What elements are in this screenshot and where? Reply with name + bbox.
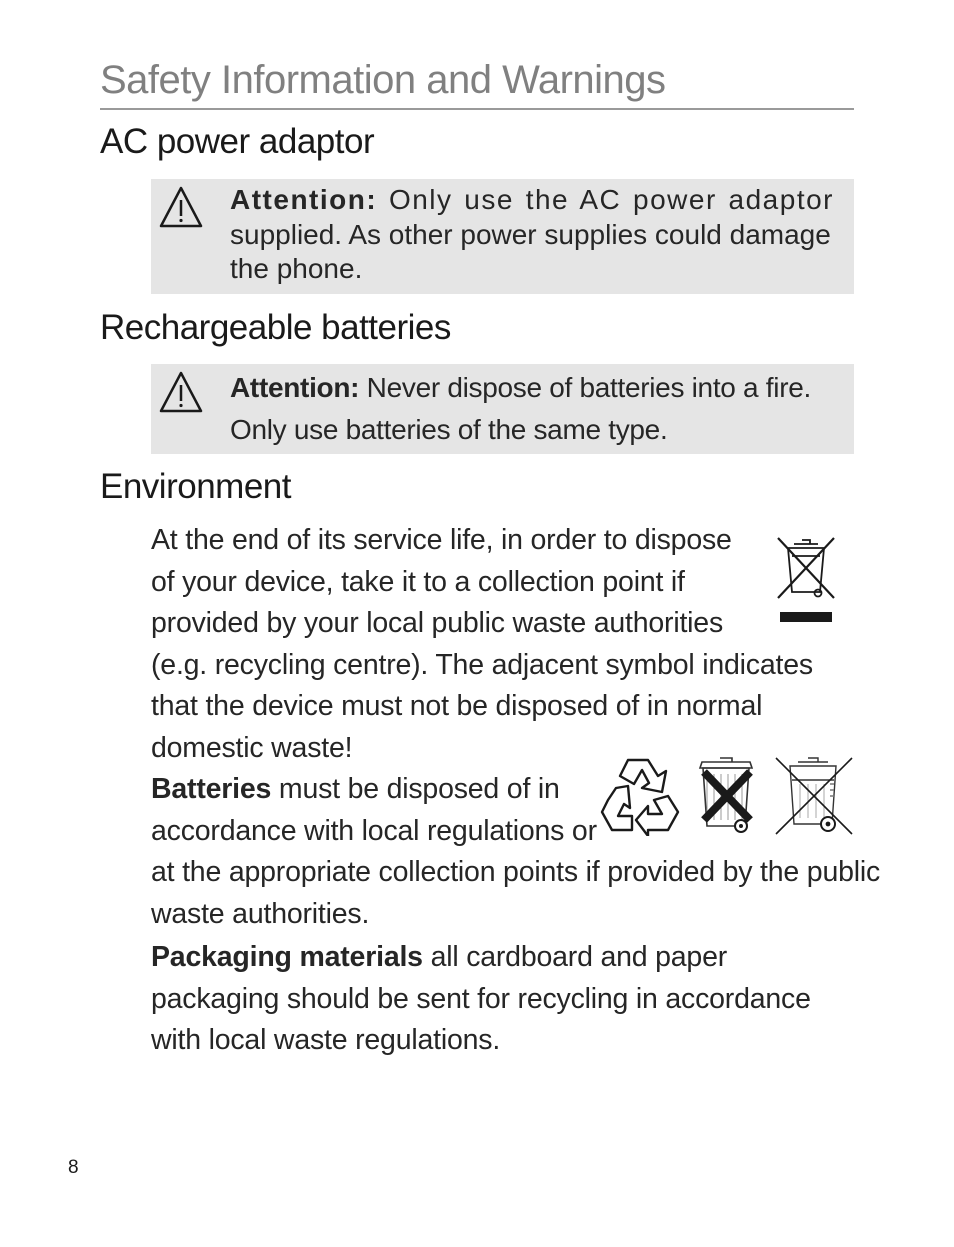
- ac-adaptor-line-1: [230, 182, 834, 218]
- attention-label: Attention:: [230, 372, 360, 403]
- packaging-line-1: [151, 937, 880, 979]
- environment-line: of your device, take it to a collection point if: [151, 565, 685, 598]
- environment-line: provided by your local public waste authorities: [151, 607, 723, 639]
- batteries-heading: Rechargeable batteries: [100, 308, 451, 347]
- warning-triangle-icon: [158, 370, 204, 414]
- warning-triangle-icon: [158, 185, 204, 229]
- page-title: Safety Information and Warnings: [100, 58, 666, 102]
- packaging-text: all cardboard and paper: [430, 941, 728, 973]
- environment-heading: Environment: [100, 467, 291, 506]
- ac-adaptor-warning-box: [151, 179, 854, 294]
- ac-adaptor-warning-text: [230, 182, 834, 286]
- batteries-line-1-text: Never dispose of batteries into a fire.: [366, 372, 811, 403]
- batteries-label: Batteries: [151, 773, 272, 805]
- batteries-disposal-line-4: waste authorities.: [151, 897, 370, 930]
- environment-line: (e.g. recycling centre). The adjacent symbol indicates: [151, 648, 813, 681]
- environment-line: At the end of its service life, in order to dispose: [151, 524, 732, 556]
- ac-adaptor-line-3: the phone.: [230, 253, 363, 284]
- batteries-warning-box: [151, 364, 854, 454]
- attention-label: Attention:: [230, 184, 378, 215]
- ac-adaptor-line-2: supplied. As other power supplies could damage: [230, 219, 831, 250]
- environment-line: that the device must not be disposed of in normal: [151, 690, 763, 722]
- environment-line: domestic waste!: [151, 731, 353, 764]
- batteries-line-1: [230, 367, 834, 409]
- batteries-disposal-line-3: at the appropriate collection points if provided by the public: [151, 856, 881, 888]
- weee-crossed-bin-icon: [774, 534, 838, 626]
- batteries-warning-text: [230, 367, 834, 451]
- ac-adaptor-line-1-text: Only use the AC power adaptor: [388, 184, 834, 215]
- page-number: 8: [68, 1157, 79, 1178]
- packaging-line-2: packaging should be sent for recycling in accordance: [151, 982, 811, 1015]
- batteries-disposal-text: must be disposed of in: [278, 773, 560, 805]
- crossed-battery-bin-icon: [770, 754, 856, 838]
- batteries-line-2: Only use batteries of the same type.: [230, 414, 668, 445]
- packaging-label: Packaging materials: [151, 941, 423, 973]
- packaging-line-3: with local waste regulations.: [151, 1024, 501, 1056]
- ac-adaptor-heading: AC power adaptor: [100, 122, 375, 161]
- title-divider: [100, 108, 854, 110]
- batteries-disposal-line-2: accordance with local regulations or: [151, 814, 597, 847]
- recycling-icon: [598, 754, 686, 836]
- crossed-bin-icon: [694, 754, 760, 838]
